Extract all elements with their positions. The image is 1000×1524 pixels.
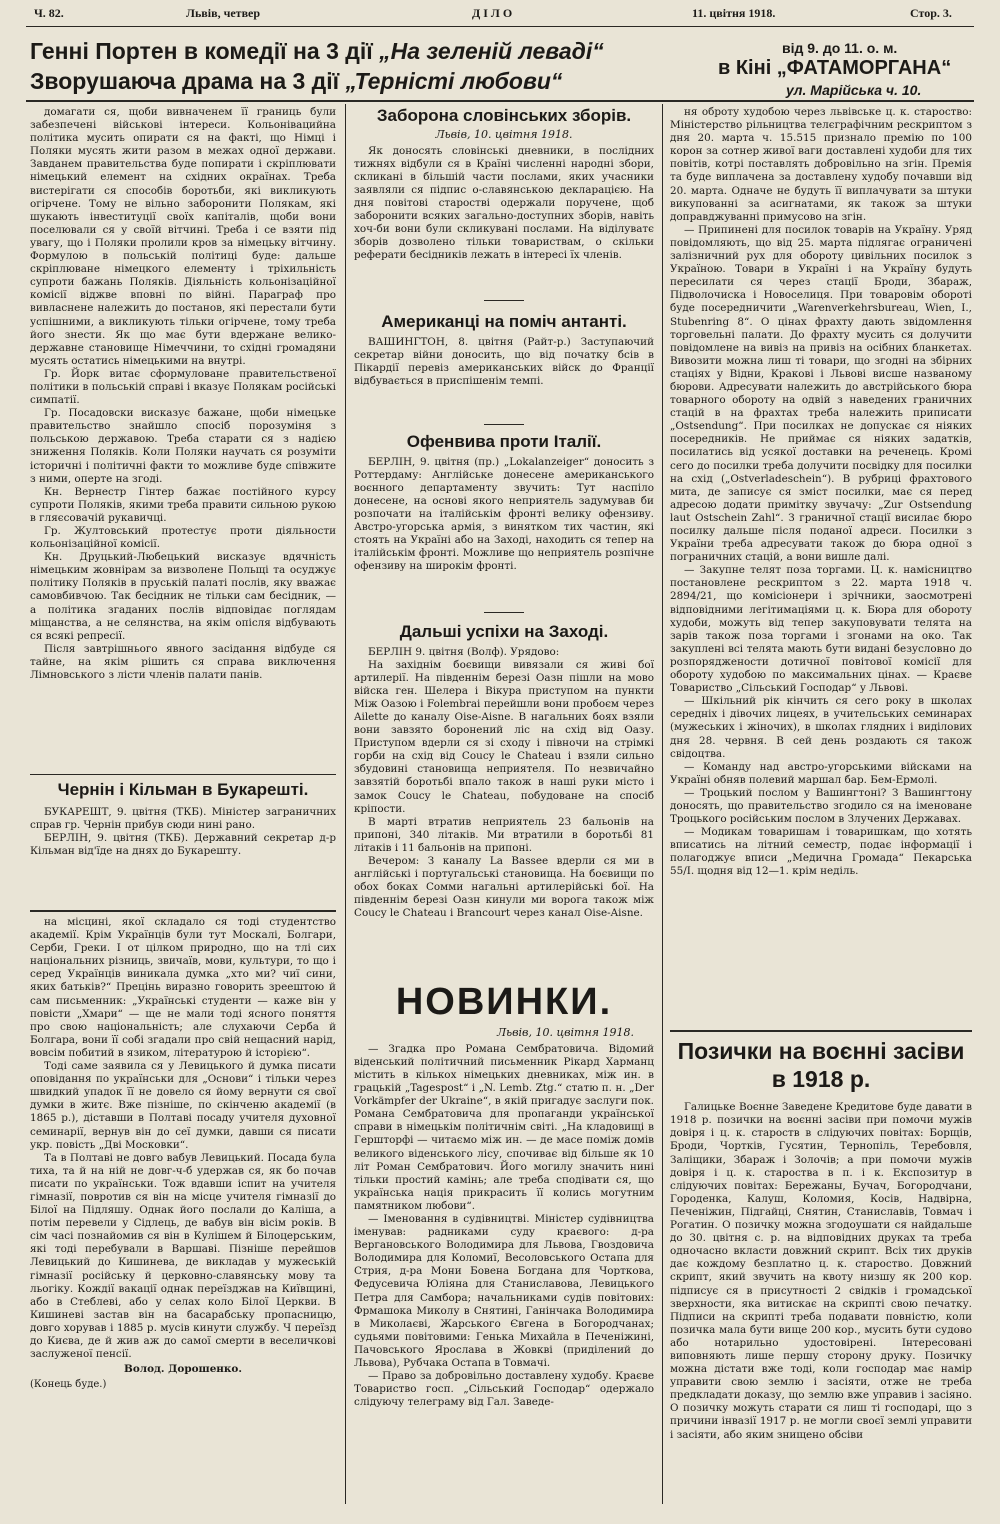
chernin-para-2: БЕРЛІН, 9. цвітня (ТКБ). Державний секретар д-р Кільман від'їде на днях до Букарешту. — [30, 831, 336, 857]
novynky-title: НОВИНКИ. — [395, 982, 613, 1023]
ad-line-2 — [30, 68, 562, 95]
col1-rule-2 — [30, 910, 336, 912]
italy-title: Офенвива проти Італії. — [406, 432, 602, 451]
novynky-section — [354, 982, 654, 1512]
col3-news — [670, 106, 972, 1020]
chernin-article — [30, 780, 336, 902]
col1-para-7: Після завтрішнього явного засідання відбуде ся тайне, на якім рішить ся справа виключення Лімновського з лісти членів палати панів. — [30, 642, 336, 682]
ad-title-1: „На зеленій леваді“ — [379, 38, 604, 64]
col3-rule — [670, 1030, 972, 1032]
paper-name: ДІЛО — [472, 6, 516, 20]
col3-para-6: — Троцький послом у Вашингтоні? З Вашингтону доносять, що правительство згодило ся на іменоване Троцького російським послом в Злучених Державах. — [670, 786, 972, 826]
issue-number: Ч. 82. — [34, 6, 64, 20]
levytsky-article — [30, 916, 336, 1512]
america-text: ВАШИНГТОН, 8. цвітня (Райт-р.) Заступаючий секретар війни доносить, що від початку бсів в Пікардії перевіз американських війск до Франції відбувається в приспішенім темпі. — [354, 335, 654, 387]
ad-line-1-a: Генні Портен в комедії на 3 дії — [30, 38, 373, 64]
col3-para-2: — Припинені для посилок товарів на Україну. Уряд повідомляють, що від 25. марта підлягає ограничені залізничний рух для обороту цивільних посилок з Україною. Товари в Україні і на Україну будуть пересилати ся через стації Броди, Збараж, Підволочиска і Новоселиця. При товаровім обороті буде посередничити „Warenverkehrsbureau, Wien, I., Stubenring 8“. О цінах фрахту дають звідомлення торговельні палати. До фрахту мусить ся долучити повідомлене на вивіз на привіз на осібних бланкетах. Вивозити можна лиш ті товари, що згодні на збірних стаціях у Відни, Кракові і Львові висше названому бюрови. Адресувати належить до австрійського бюра товарного обороту на одвій з наведених граничних стацій в на фрахтах треба належить приписати „Ostsendung“. При посилках не допускає ся ніяких посередників. Не приймає ся ніяких задатків, посилатись від усякої доставки на реченець. Кромі сего до посилки треба долучити посвідку для посилки на схід („Ostverladeschein“). В рубриці фрахтового мита, де записує ся зміст посилки, має ся перед адресою додати примітку звучачу: „Zur Ostsendung laut Ostschein Zahl“. З граничної стації висилає бюро посилку дальше після поданої адреси. Посилки з України треба адресувати також до бюра одної з пограничних стацій, а вони вишле далі. — [670, 223, 972, 564]
ad-line-2-a: Зворушаюча драма на 3 дії — [30, 68, 340, 94]
issue-date: 11. цвітня 1918. — [692, 6, 776, 20]
col3-para-1: ня оброту худобою через львівське ц. к. староство: Міністерство рільництва телєграфічним рескриптом з дня 20. марта ч. 15.515 признало премію по 100 корон за сотнер живої ваги доставлені худоби для тих повітів, котрі поставлять добровільно на згін. Премія та буде виплачена за доставлену худобу почавши від 20. марта. Одначе не будуть її виплачувати за штуки викупованні за асигнатами, як також за штуки доправджуванні примусово на згін. — [670, 106, 972, 223]
end-note: (Конець буде.) — [30, 1379, 107, 1391]
col2-dash-1 — [484, 300, 524, 301]
ad-when: від 9. до 11. о. м. — [782, 40, 898, 56]
ad-address: ул. Марійська ч. 10. — [786, 82, 922, 98]
col1-para-2: Гр. Йорк витає сформуловане правительственої політики в польській справі і вказує Полякам російські симпатії. — [30, 367, 336, 407]
slovene-date: Львів, 10. цвітня 1918. — [435, 127, 573, 141]
col1-top — [30, 106, 336, 770]
col1-para-3: Гр. Посадовски висказує бажане, щоби німецьке правительство знайшло спосіб порозуміня з польською державою. Треба старати ся з надією зниження Поляків. Коли Поляки научать ся розуміти історичні і політичні факти то можливе буде співжите з ними, оперте на згоді. — [30, 407, 336, 485]
column-divider-2 — [662, 104, 663, 1504]
col1-para-5: Гр. Жултовський протестує проти діяльности кольонізаційної комісії. — [30, 525, 336, 551]
loan-text: Галицьке Воєнне Заведене Кредитове буде давати в 1918 р. позички на воєнні засіви при помочи мужів довіря і ц. к. староств в слідуючих повітах: Борщів, Броди, Чортків, Гусятин, Тернопіль, Теребовля, Заліщики, Збараж і Золочів; а при помочи мужів довіря і ц. к. староства в п. і к. Експозитур в слідуючих повітах: Бережаны, Бучач, Богородчани, Городенка, Калуш, Коломия, Косів, Надвірна, Печеніжин, Підгайці, Снятин, Станиславів, Товмач і Рогатин. О позичку можна згодоушати ся найдальше до 30. цвітня с. р. на відповідних друках та треба одночасно вкласти довжний скрипт. Всіх тих друків дає кождому безплатно ц. к. староство. Довжний скрипт, який звучить на квоту низшу як 200 кор. підписує ся в присутності 2 свідків і громадської зверхности, яка витискає на скрипті свою печатку. Підписи на скрипті треба подавати повністю, коли позичка мала бути вище 200 кор., мусить бути судово або нотарильно удостовірені. Інтересовані виповняють лише першу сторону друку. Позичку можна дістати вже тоді, коли господар має намір управити свою землю і засіяти, отже не треба предкладати доказу, що землю вже управив і засіяно. О позичку можуть старати ся лиш ті господарі, що з причини інвазії 1917 р. не могли своєї землі управити і засіяти, або яким знищено обсіви — [670, 1101, 972, 1441]
col1-para-1: домагати ся, щоби вивначенем її границь були забезпечені військові інтереси. Кольонівацийна політика мусить опирати ся на факті, що Німці і Поляки мусять жити разом в межах одної держави. Завданем правительства буде попирати і скріплювати німецький елемент на східних окраїнах. Треба вистерігати ся способів боротьби, які викликують огірчене. Тому не вільно заборонити Полякам, які шукають інвеституції своїх капіталів, щоби вони поселювали ся у своїй вітчині. Треба і се взяти під увагу, що і Поляки пролили кров за німецьку вітчину. Формулою в польській політиці буде: дальше скріплюване німецкого елементу і тріхильність супроти бажань Поляків. Діяльність кольонізаційної комісії віджве вповні по війні. Параграф про вивласнене належить до постанов, які перестали бути успішними, а викликують тільки огірчене, тому треба його знести. Як що має бути вдержане велико-державне становище Німеччини, то східні громадяни мусять остатись німецькими на внутрі. — [30, 106, 336, 367]
west-para-3: В марті втратив неприятель 23 бальонів на припоні, 340 літаків. Ми втратили в боротьбі 81 літаків і 11 бальонів на припоні. — [354, 815, 654, 854]
america-title: Американці на поміч антанті. — [381, 312, 627, 331]
col2-dash-3 — [484, 612, 524, 613]
loan-title: Позички на воєнні засіви в 1918 р. — [677, 1038, 965, 1092]
west-para-1: БЕРЛІН 9. цвітня (Волф). Урядово: — [368, 645, 560, 658]
loan-article — [670, 1038, 972, 1512]
levytsky-para-2: Тоді саме заявила ся у Левицького й думка писати оповідання по українськи для „Основи“ і тільки через швидкий упадок її не довело ся йому вернути ся свої думки в житє. Вже пізніше, по скінченю академії (в 1865 р.), діставши в Полтаві посаду учителя духовної семинарії, вернув він до сеї думки, давши ся писати укр. повість „Дві Московки“. — [30, 1060, 336, 1151]
novynky-para-2: — Іменовання в судівництві. Міністер судівництва іменував: радниками суду краєвого: д-ра Вергановського Володимира для Львова, Гвоздовича Володимира для Коломиї, Весоловського Остапа для Стрия, д-ра Мони Бовена Богдана для Чорткова, Федусевича Юліяна для Станиславова, Левицького Петра для Самбора; начальниками судів повітових: Фрмашока Миколу в Снятині, Ганінчака Володимира в Миколаєві, Жарського Євгена в Богородчанах; судьями повітовими: Генька Михайла в Печеніжині, Пачовського Ярослава в Жовкві (приділений до Львова), Рубчака Остапа в Товмачі. — [354, 1213, 654, 1370]
ad-line-1 — [30, 38, 604, 65]
ad-title-2: „Терністі любови“ — [345, 68, 563, 94]
novynky-para-3: — Право за добровільно доставлену худобу. Краєве Товариство госп. „Сільський Господар“ одержало слідуючу телеграму від Гал. Заведе- — [354, 1370, 654, 1409]
page-number: Стор. 3. — [910, 6, 952, 20]
column-divider-1 — [345, 104, 346, 1504]
ad-rule — [26, 100, 974, 102]
header-rule — [26, 26, 974, 27]
author-signature: Волод. Дорошенко. — [124, 1363, 242, 1376]
ad-cinema: в Кіні „ФАТАМОРГАНА“ — [718, 57, 952, 79]
levytsky-para-1: на місцині, якої складало ся тоді студентство академії. Крім Українців були тут Москалі, Болгари, Серби, Греки. І от цілком природно, що на тлі сих національних різниць, звичаїв, мови, культури, то що і серед Українців виникала думка „хто ми? чиї сини, яких батьків?“ Прецінь виразно говорить зреештою й сам письменник: „Українські студенти — каже він у повісти „Хмари“ — ще не мали тоді ясного поняття про свою національність; але слухаючи Серба й Болгара, вони її собі згадали про свій нещасний нарід, вовсім побитий в язиком, літературою й історією“. — [30, 916, 336, 1059]
col3-para-7: — Модикам товаришам і товаришкам, що хотять вписатись на літний семестр, подає інформації і полагоджує вписи „Медична Громада“ Пекарська 55/I. щодня від 12—1. крім неділь. — [670, 826, 972, 878]
novynky-para-1: — Згадка про Романа Сембратовича. Відомий віденський політичний письменник Рікард Харманц містить в кількох німецьких дневниках, між ин. в грацькій „Tagespost“ і „N. Lemb. Ztg.“ статю п. н. „Der Vorkämpfer der Ukraine“, в якій пригадує заслуги пок. Романа Сембратовича для пропаганди української справи в німецькім політичнім світі. „На кладовищі в Гершторфі — читаємо між ин. — де масе поміж домів великого віденського лісу, спочиває від більше як 10 літ Роман Сембратович. Його могилу значить нині тільки простий камінь; але треба сподівати ся, що українська нація прикрасить її колись могутним памятником любови“. — [354, 1042, 654, 1212]
slovene-article — [354, 106, 654, 294]
col1-para-6: Кн. Друцький-Любецький висказує вдячність німецьким жовнірам за визволене Польщі та осуджує політику Поляків в пруській палаті послів, яку вважає самовбивчою. Так бесідник не тільки сам бесідник, — а політика згаданих послів відповідає поглядам міщанства, а не селянства, на якім опісля відбувають ся всякі репресії. — [30, 551, 336, 642]
west-para-4: Вечером: З каналу La Bassee вдерли ся ми в англійські і португальські становища. На боєвищи по обох боках Сомми нагальні артилерійські бої. На південнім березі Оазн кинули ми ворога також між Coucy le Chateau і Brancourt через канал Oise-Aisne. — [354, 855, 654, 920]
west-para-2: На західнім боєвищи вивязали ся живі бої артилерії. На південнім березі Оазн пішли на мово війска ген. Шелера і Вікура приступом на пункти Між Оазою і Folembrai перейшли вони пробоєм через Ailette до каналу Oise-Aisne. В нагальних боях взяли вони завзято боронений ліс на схід від Оазу. Приступом вдерли ся зі сходу і півночи на стрімкі горби на схід від Coucy le Chateau і взяли сильно збудовині становища неприятеля. По незвичайно завзятій боротьбі впало також в наші руки місто і замок Coucy le Chateau, побудоване на спосіб кріпости. — [354, 658, 654, 815]
col3-para-4: — Шкільний рік кінчить ся сего року в школах середніх і дівочих лицеях, в учительських семинарах (мужеських і жіночих), в школах глядних і виділових дня 28. червня. В сей день роздають ся також свідоцтва. — [670, 695, 972, 760]
slovene-title: Заборона словінських зборів. — [376, 106, 632, 125]
italy-article — [354, 432, 654, 610]
col2-dash-2 — [484, 424, 524, 425]
col3-para-5: — Команду над австро-угорськими війсками на Україні обняв полевий маршал бар. Бем-Ермолі. — [670, 760, 972, 786]
place-day: Львів, четвер — [186, 6, 261, 20]
west-title: Дальші успіхи на Заході. — [399, 622, 609, 641]
chernin-title: Чернін і Кільман в Букарешті. — [57, 780, 309, 799]
slovene-text: Як доносять словінські дневники, в послідних тижнях відбули ся в Країні численні народні збори, скликані в більшій части послами, яких учасники заявляли ся підпис о-славянською декларацією. На дня повітові старостві одержали поручене, щоб заборонити всяких загально-доступних зборів, навіть хоч-би вони були скликувані послами. На віділуватє зборів дозволено тільки товариствам, о скільки реферати бесідників лежать в інтересі їх членів. — [354, 144, 654, 262]
col1-rule-1 — [30, 774, 336, 775]
col1-para-4: Кн. Вернестр Гінтер бажає постійного курсу супроти Поляків, якими треба правити сильною рукою в гляєсовачій рукавичці. — [30, 485, 336, 524]
levytsky-para-3: Та в Полтаві не довго вабув Левицький. Посада була тиха, та й на ній не довг-ч-б удержав ся, як бо почав писати по українськи. Тож вдавши іспит на учителя гімназії, повротив ся він на місце учителя гімназії до Білої на Підляшу. Однак його послали до Каліша, а потім перевели у Сідлець, де вабув він вісім років. В сім часі познайомив ся він в Кулішем й Білоцерським, які тоді перебували в Варшаві. Пізніше перейшов Левицький до Кишинева, де викладав у мужеській гімназії російську й церковно-славянську мову та льогіку. Кождії вакації однак переїзджав на Київщині, або в Стеблеві, або у селах коло Білої Церкви. В Кишиневі застав він на басарабську пропасницю, довго хорував і 1885 р. мусів кинути службу. Ч переїзд до Києва, де й жив аж до самої смерти в веселичкові заслуженої пенсії. — [30, 1151, 336, 1361]
col3-para-3: — Закупне телят поза торгами. Ц. к. намісництво постановлене рескриптом з 22. марта 1918 ч. 2894/21, що комісіонери і зрічники, заосмотрені відповідними легітимаціями ц. к. Бюра для обороту худоби, можуть від тепер закуповувати телята на зарів також поза торгами і згонами на око. Так закуплені всі телята мають бути видані безусловно до розпоряджености дотичної повітової комісії для обороту худобою по максимальних цінах. — Краєве Товариство „Сільський Господар“ у Львові. — [670, 564, 972, 695]
chernin-para-1: БУКАРЕШТ, 9. цвітня (ТКБ). Міністер заграничних справ гр. Чернін прибув сюди нині рано. — [30, 805, 336, 831]
america-article — [354, 312, 654, 424]
italy-text: БЕРЛІН, 9. цвітня (пр.) „Lokalanzeiger“ доносить з Роттердаму: Англійське донесене американського воєнного департаменту звучить: Тут наспіло донесене, на основі якого неприятель задумував би розпочати на італійськім фронті велику офензиву. Австро-угорська армія, з винятком тих частин, які стоять на Україні або на Заході, находить ся тепер на італійськім фронті. Можливе що неприятель розпічне офензиву на широкім фронті. — [354, 455, 654, 573]
west-article — [354, 622, 654, 960]
novynky-date: Львів, 10. цвітня 1918. — [496, 1025, 634, 1039]
